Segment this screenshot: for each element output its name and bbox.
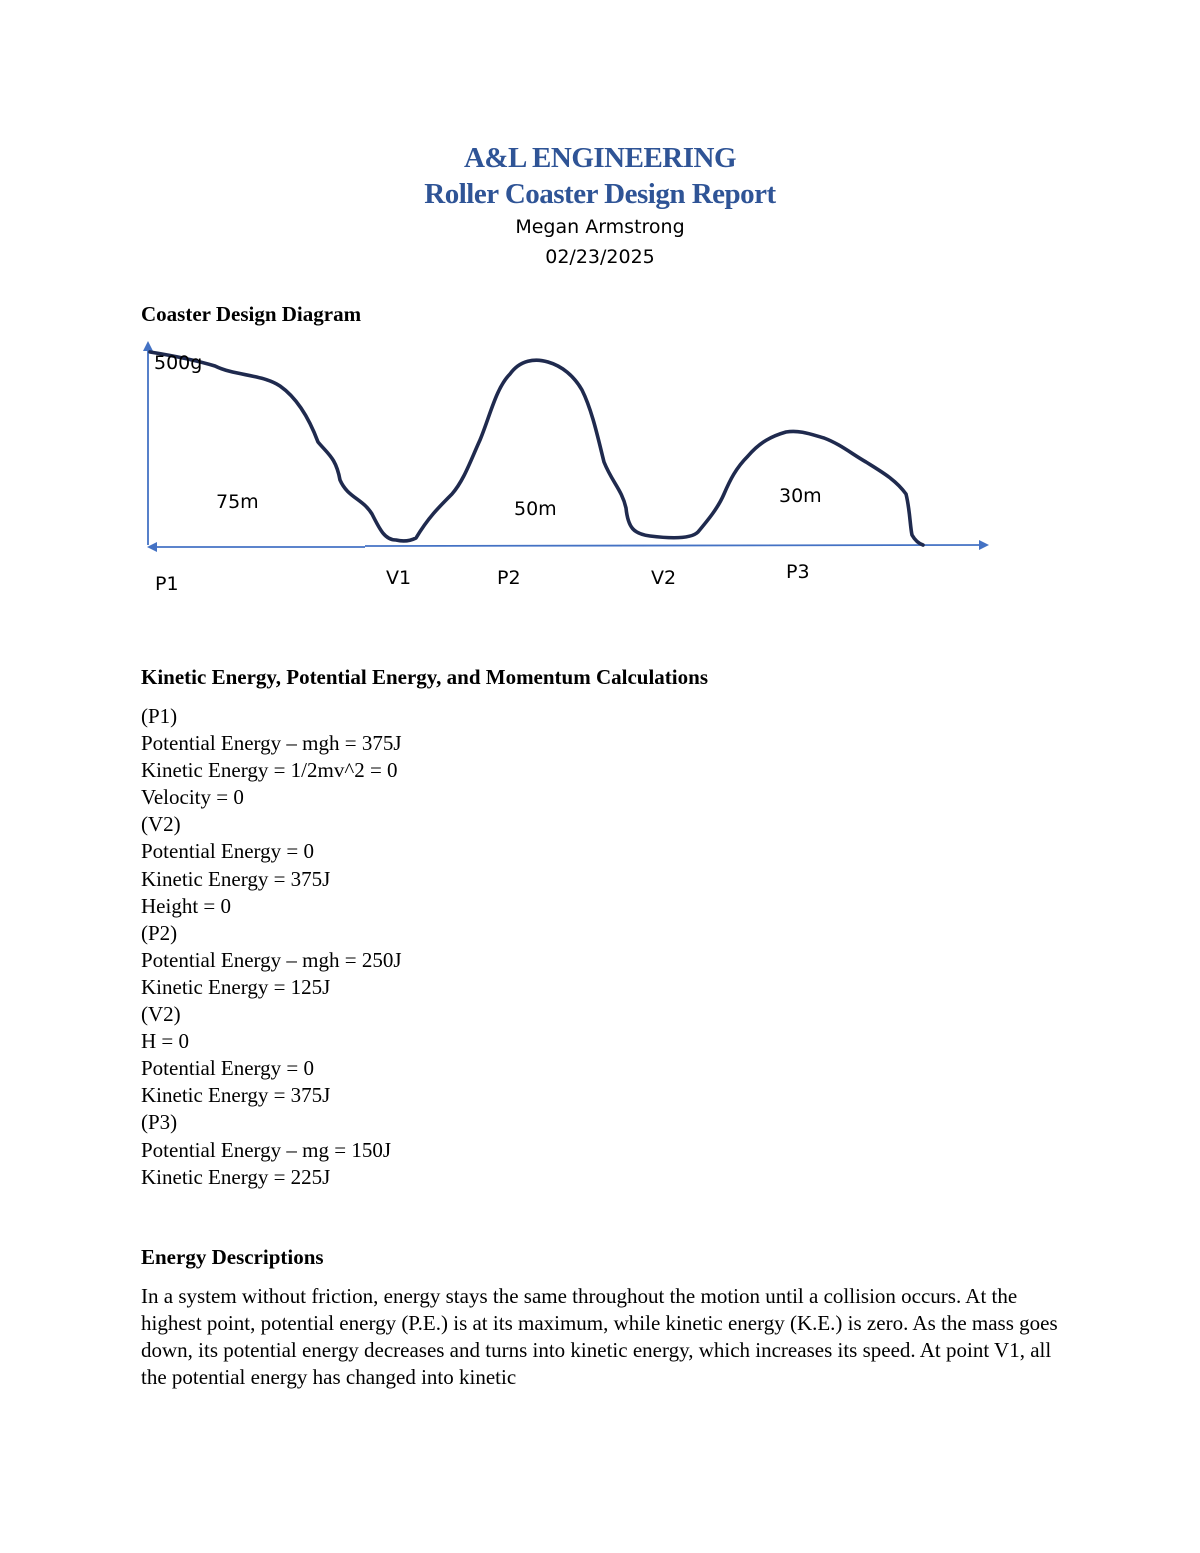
calc-line: Potential Energy = 0 [141, 839, 315, 864]
calc-line: Potential Energy = 0 [141, 1056, 315, 1081]
height-label-p2: 50m [514, 498, 557, 520]
height-label-p3: 30m [779, 485, 822, 507]
diagram-heading: Coaster Design Diagram [141, 302, 362, 326]
energy-description-paragraph: In a system without friction, energy stays the same throughout the motion until a collision occurs. At the highest point, potential energy (P.E.) is at its maximum, while kinetic energy (K.E.) is zero. As the mass goes down, its potential energy decreases and turns into kinetic energy, which increases its speed. At point V1, all the potential energy has changed into kinetic [141, 1284, 1058, 1389]
ground-axis-right [365, 545, 984, 546]
point-label-p2: P2 [497, 567, 521, 589]
point-label-v2: V2 [651, 567, 677, 589]
calc-line: Kinetic Energy = 1/2mv^2 = 0 [141, 758, 398, 783]
calc-line: Potential Energy – mg = 150J [141, 1137, 392, 1162]
calc-line: (P1) [141, 704, 178, 728]
calculations-heading: Kinetic Energy, Potential Energy, and Momentum Calculations [141, 665, 708, 689]
calc-line: Kinetic Energy = 375J [141, 1083, 331, 1108]
energy-descriptions-heading: Energy Descriptions [141, 1245, 324, 1269]
calc-line: Potential Energy – mgh = 250J [141, 947, 402, 972]
calc-line: Kinetic Energy = 125J [141, 974, 331, 999]
report-date: 02/23/2025 [545, 246, 655, 268]
author-name: Megan Armstrong [515, 216, 685, 238]
calc-line: Potential Energy – mgh = 375J [141, 731, 402, 756]
calc-line: (V2) [141, 812, 181, 837]
calc-line: Kinetic Energy = 375J [141, 866, 331, 891]
calc-line: (V2) [141, 1002, 181, 1027]
calc-line: Kinetic Energy = 225J [141, 1164, 331, 1189]
calculations-list [141, 703, 402, 1191]
calc-line: (P3) [141, 1110, 178, 1135]
point-label-p3: P3 [786, 561, 810, 583]
mass-label: 500g [154, 352, 203, 374]
coaster-diagram [0, 330, 1200, 610]
calc-line: Height = 0 [141, 893, 231, 918]
calc-line: Velocity = 0 [141, 785, 244, 810]
company-name: A&L ENGINEERING [463, 142, 737, 174]
report-title: Roller Coaster Design Report [424, 178, 776, 210]
calc-line: H = 0 [141, 1029, 190, 1054]
height-label-p1: 75m [216, 491, 259, 513]
report-header [0, 140, 1200, 272]
point-label-v1: V1 [386, 567, 412, 589]
calc-line: (P2) [141, 920, 178, 945]
point-label-p1: P1 [155, 573, 179, 595]
